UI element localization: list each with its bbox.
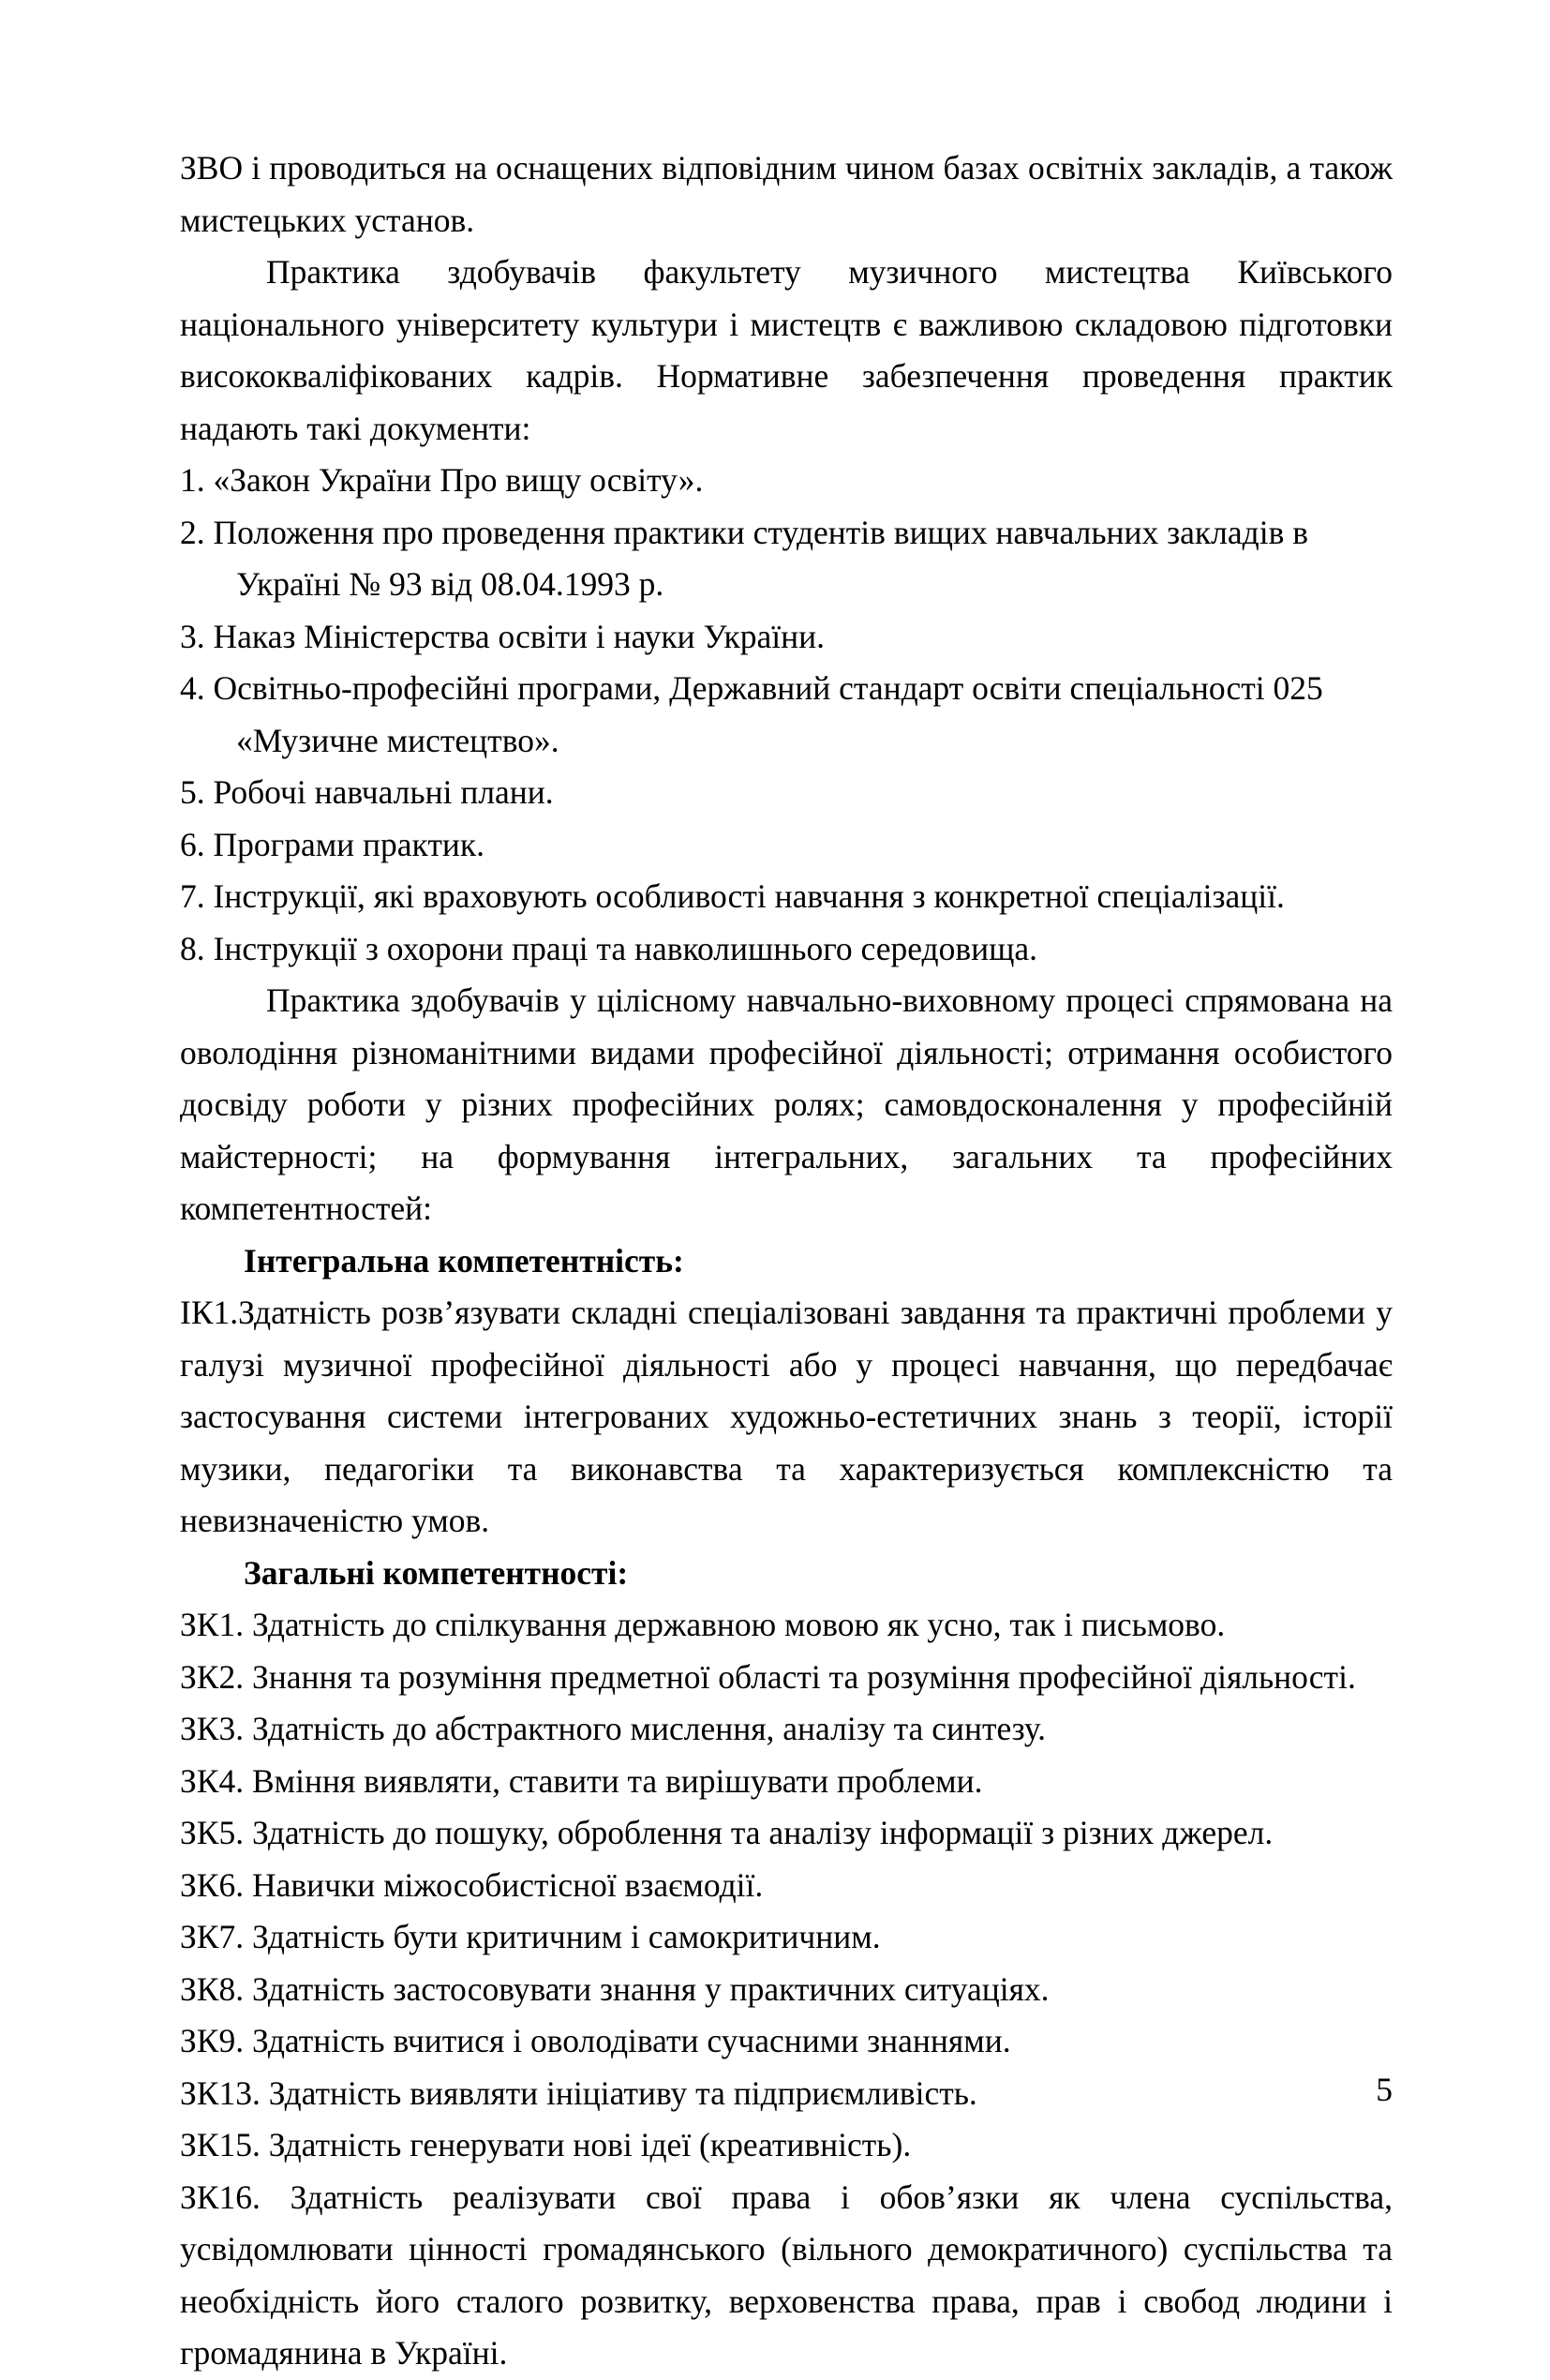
list-item: [180, 871, 1393, 923]
competence-text: Здатність виявляти ініціативу та підприємливість.: [268, 2073, 977, 2112]
competence-text: Здатність бути критичним і самокритичним.: [251, 1918, 881, 1955]
competence-code: ЗК13.: [180, 2073, 261, 2112]
list-item-text: Інструкції, які враховують особливості навчання з конкретної спеціалізації.: [213, 877, 1285, 915]
list-item-number: 5.: [180, 773, 205, 811]
list-item-number: 7.: [180, 877, 205, 915]
list-item: [180, 1756, 1393, 1808]
list-item-text: Інструкції з охорони праці та навколишнього середовища.: [213, 929, 1038, 967]
list-item: [180, 2068, 1393, 2120]
paragraph-integral-competence: ІК1.Здатність розв’язувати складні спеціалізовані завдання та практичні проблеми у галузі музичної професійної діяльності або у процесі навчання, що передбачає застосування системи інтегрованих художньо-естетичних знань з теорії, історії музики, педагогіки та виконавства та характеризується комплексністю та невизначеністю умов.: [180, 1294, 1393, 1539]
general-competences-list: [180, 1599, 1393, 2380]
competence-text: Здатність до спілкування державною мовою як усно, так і письмово.: [251, 1606, 1226, 1643]
list-item: [180, 611, 1393, 664]
competence-code: ЗК1.: [180, 1606, 245, 1643]
heading-general-competences: Загальні компетентності:: [244, 1553, 629, 1592]
list-item-text: Положення про проведення практики студентів вищих навчальних закладів в: [213, 513, 1308, 551]
competence-code: ЗК6.: [180, 1865, 245, 1904]
list-item-continuation: Україні № 93 від 08.04.1993 р.: [236, 565, 664, 603]
list-item-text: Наказ Міністерства освіти і науки України.: [213, 617, 825, 655]
list-item-number: 3.: [180, 617, 205, 655]
page-number: 5: [1376, 2070, 1393, 2108]
paragraph-competence-intro: Практика здобувачів у цілісному навчально-виховному процесі спрямована на оволодіння різноманітними видами професійної діяльності; отримання особистого досвіду роботи у різних професійних ролях; самовдосконалення у професійній майстерності; на формування інтегральних, загальних та професійних компетентностей:: [180, 981, 1393, 1227]
list-item: [180, 1911, 1393, 1964]
competence-code: ЗК16.: [180, 2178, 261, 2216]
list-item-continuation: «Музичне мистецтво».: [236, 721, 559, 759]
list-item: [180, 767, 1393, 819]
list-item-text: «Закон України Про вищу освіту».: [213, 461, 704, 499]
list-item-number: 1.: [180, 461, 205, 499]
list-item: [180, 1860, 1393, 1912]
competence-text: Здатність застосовувати знання у практичних ситуаціях.: [251, 1969, 1050, 2008]
competence-text: Знання та розуміння предметної області та розуміння професійної діяльності.: [251, 1657, 1356, 1696]
competence-code: ЗК2.: [180, 1657, 245, 1696]
list-item: [180, 1964, 1393, 2016]
list-item: [180, 455, 1393, 507]
competence-text: Здатність до пошуку, оброблення та аналізу інформації з різних джерел.: [251, 1814, 1274, 1851]
list-item: [180, 2015, 1393, 2068]
list-item: [180, 1807, 1393, 1860]
documents-list: [180, 455, 1393, 975]
competence-text: Навички міжособистісної взаємодії.: [251, 1865, 764, 1904]
paragraph-intro: ЗВО і проводиться на оснащених відповідним чином базах освітніх закладів, а також мистецьких установ.: [180, 149, 1393, 239]
list-item-number: 4.: [180, 669, 205, 707]
list-item-number: 8.: [180, 929, 205, 967]
list-item: [180, 2172, 1393, 2380]
competence-code: ЗК7.: [180, 1918, 245, 1955]
list-item: [180, 663, 1393, 767]
competence-code: ЗК8.: [180, 1969, 245, 2008]
list-item: [180, 1652, 1393, 1704]
competence-text: Здатність генерувати нові ідеї (креативність).: [268, 2126, 912, 2163]
document-body: [180, 142, 1393, 2380]
competence-code: ЗК9.: [180, 2022, 245, 2059]
list-item-text: Програми практик.: [213, 825, 484, 863]
competence-code: ЗК15.: [180, 2126, 261, 2163]
competence-text: Вміння виявляти, ставити та вирішувати проблеми.: [251, 1761, 983, 1800]
list-item: [180, 1703, 1393, 1756]
competence-text: Здатність реалізувати свої права і обов’язки як члена суспільства, усвідомлювати цінності громадянського (вільного демократичного) суспільства та необхідність його сталого розвитку, верховенства права, прав і свобод людини і громадянина в Україні.: [180, 2178, 1394, 2372]
paragraph-practice-intro: Практика здобувачів факультету музичного мистецтва Київського національного університету культури і мистецтв є важливою складовою підготовки висококваліфікованих кадрів. Нормативне забезпечення проведення практик надають такі документи:: [180, 253, 1393, 447]
competence-code: ЗК5.: [180, 1814, 245, 1851]
competence-text: Здатність до абстрактного мислення, аналізу та синтезу.: [251, 1710, 1046, 1747]
list-item-number: 6.: [180, 825, 205, 863]
list-item: [180, 923, 1393, 976]
list-item-text: Освітньо-професійні програми, Державний стандарт освіти спеціальності 025: [213, 669, 1323, 707]
list-item: [180, 507, 1393, 611]
list-item-number: 2.: [180, 513, 205, 551]
competence-code: ЗК4.: [180, 1761, 245, 1800]
list-item-text: Робочі навчальні плани.: [213, 773, 554, 811]
list-item: [180, 819, 1393, 872]
heading-integral-competence: Інтегральна компетентність:: [244, 1241, 684, 1280]
list-item: [180, 1599, 1393, 1652]
competence-text: Здатність вчитися і оволодівати сучасними знаннями.: [251, 2022, 1011, 2059]
competence-code: ЗК3.: [180, 1710, 245, 1747]
list-item: [180, 2119, 1393, 2172]
